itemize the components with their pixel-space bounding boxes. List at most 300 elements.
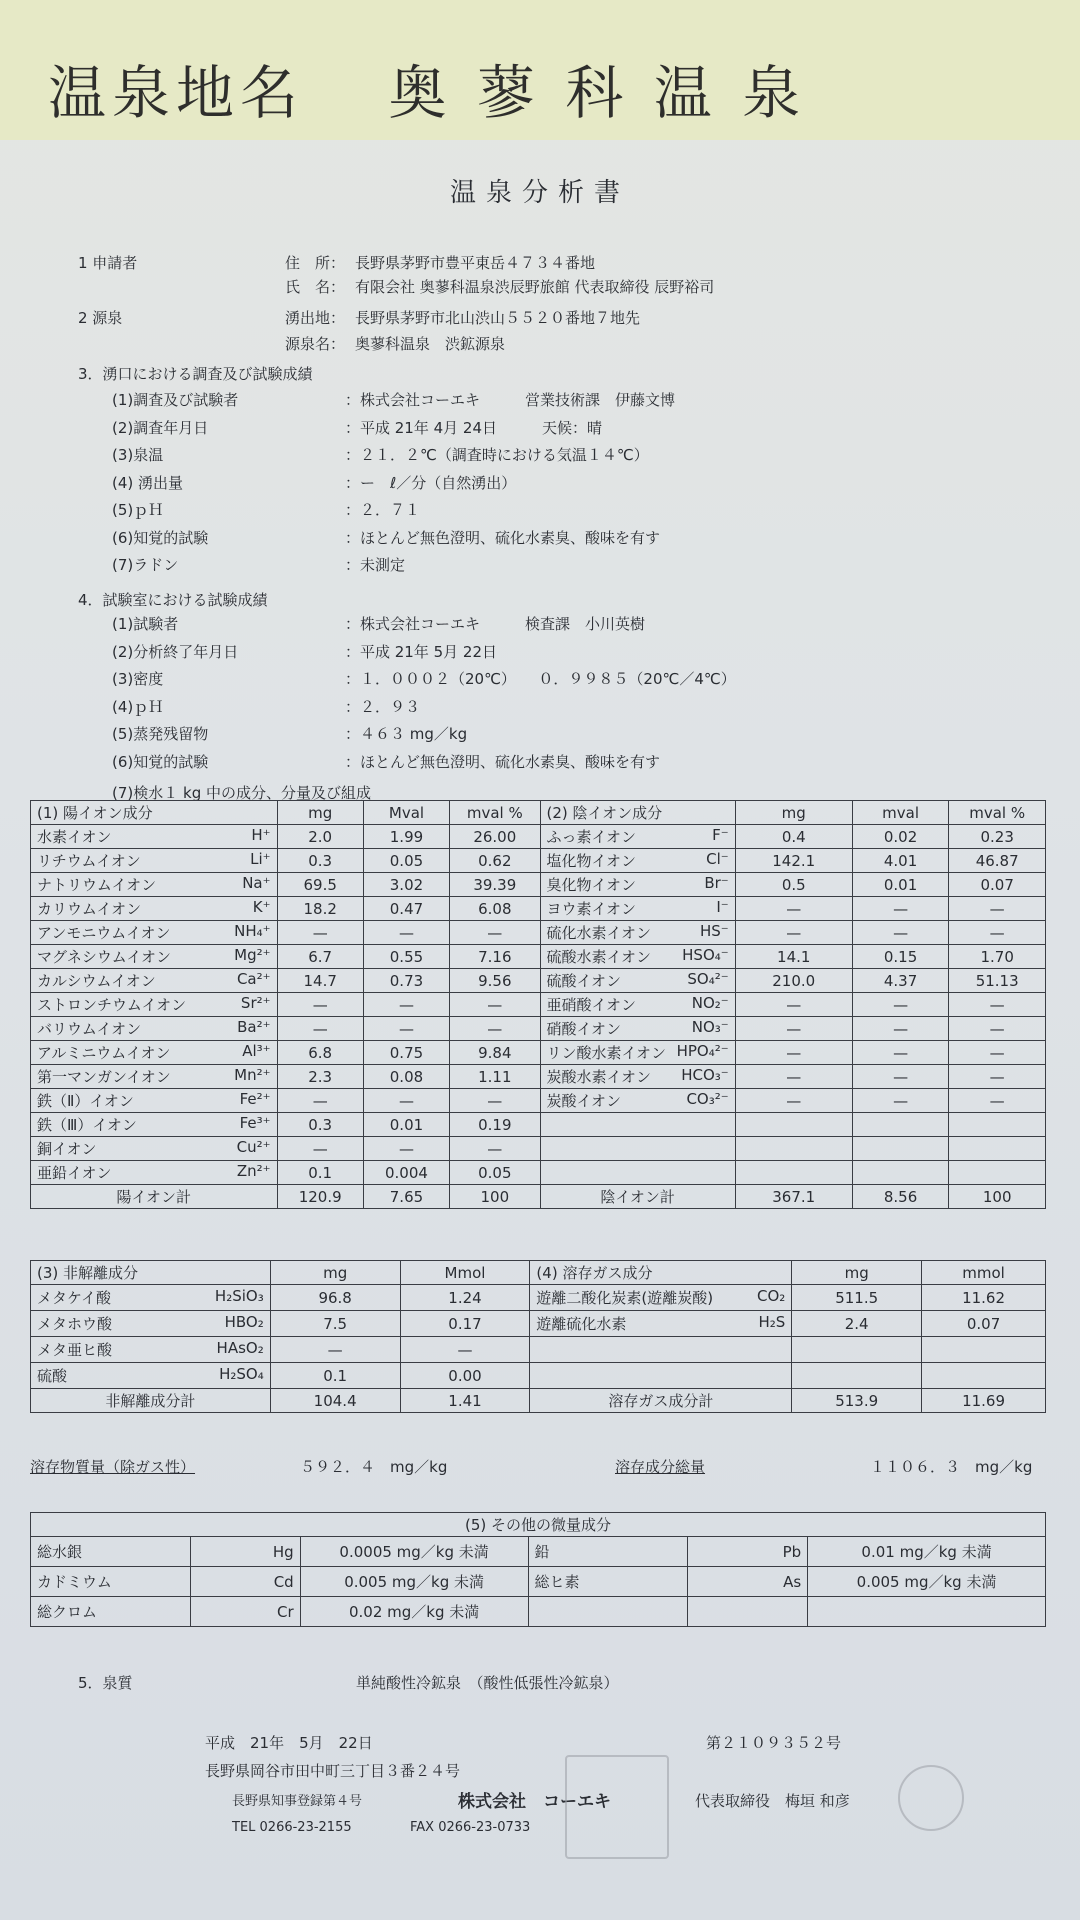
cation-name-cell [31, 969, 278, 993]
cation-pct: 0.62 [450, 849, 540, 873]
cation-header: (1) 陽イオン成分 [31, 801, 278, 825]
anion-name-cell [540, 1161, 735, 1185]
component-name: 炭酸イオン [546, 1092, 622, 1110]
anion-mg [735, 1113, 852, 1137]
lab-test-item-value: ：ほとんど無色澄明、硫化水素臭、酸味を有す [345, 752, 661, 771]
component-symbol: CO₂ [756, 1287, 786, 1305]
component-symbol: HCO₃⁻ [681, 1066, 729, 1084]
cation-mval: — [363, 1089, 449, 1113]
lab-test-item-label: (5)蒸発残留物 [112, 725, 209, 743]
cation-mval: — [363, 1137, 449, 1161]
gas-name-cell [530, 1311, 792, 1337]
anion-pct [949, 1161, 1046, 1185]
gas-mg [792, 1363, 922, 1389]
cation-name-cell [31, 873, 278, 897]
component-symbol: Na⁺ [242, 874, 271, 892]
anion-name-cell [540, 1113, 735, 1137]
component-name: 塩化物イオン [546, 852, 637, 870]
spring-quality-value: 単純酸性冷鉱泉 （酸性低張性冷鉱泉） [356, 1674, 619, 1692]
field-test-item-label: (4) 湧出量 [112, 473, 184, 492]
gas-mmol [922, 1363, 1046, 1389]
cation-pct: 6.08 [450, 897, 540, 921]
cation-total-mg: 120.9 [277, 1185, 363, 1209]
field-test-item-value: ：２．７１ [345, 501, 421, 519]
certificate-number: 第２１０９３５２号 [706, 1734, 842, 1752]
dissolved-solids-label: 溶存物質量（除ガス性） [30, 1458, 196, 1476]
component-symbol: HBO₂ [224, 1313, 264, 1331]
undissociated-mmol-header: Mmol [400, 1261, 530, 1285]
table-row [31, 1537, 1046, 1567]
cation-pct: 7.16 [450, 945, 540, 969]
anion-name-cell [540, 921, 735, 945]
trace-name: 鉛 [528, 1537, 688, 1567]
component-name: カリウムイオン [37, 900, 142, 918]
representative-seal [898, 1765, 964, 1831]
gas-mmol: 0.07 [922, 1311, 1046, 1337]
cation-name-cell [31, 1113, 278, 1137]
component-symbol: Sr²⁺ [240, 994, 271, 1012]
field-test-item-value: ：ほとんど無色澄明、硫化水素臭、酸味を有す [345, 528, 661, 547]
undissociated-total-mmol: 1.41 [400, 1389, 530, 1413]
anion-pct: — [949, 1065, 1046, 1089]
component-name: ふっ素イオン [546, 828, 637, 846]
title-band [0, 0, 1080, 140]
anion-name-cell [540, 897, 735, 921]
anion-pct [949, 1137, 1046, 1161]
component-name: メタケイ酸 [37, 1289, 111, 1307]
lab-test-item-value: ：１．０００２（20℃） ０．９９８５（20℃／4℃） [345, 670, 736, 688]
gas-name-cell [530, 1363, 792, 1389]
cation-mg: 14.7 [277, 969, 363, 993]
registration-number: 長野県知事登録第４号 [232, 1794, 363, 1809]
lab-test-heading: 4．試験室における試験成績 [78, 591, 268, 609]
source-name-label: 源泉名： [285, 335, 346, 353]
anion-total-mg: 367.1 [735, 1185, 852, 1209]
dissolved-solids-value: ５９２．４ mg／kg [300, 1458, 448, 1476]
undissociated-mg: — [270, 1337, 400, 1363]
cation-name-cell [31, 945, 278, 969]
anion-name-cell [540, 1089, 735, 1113]
undissociated-mg: 96.8 [270, 1285, 400, 1311]
spa-place-title [48, 46, 806, 130]
table-row [31, 897, 1046, 921]
source-name-value: 奥蓼科温泉 渋鉱源泉 [355, 335, 506, 353]
anion-mval: — [852, 1041, 949, 1065]
anion-mval: — [852, 993, 949, 1017]
component-symbol: H⁺ [251, 826, 271, 844]
field-test-item-label: (1)調査及び試験者 [112, 391, 239, 409]
component-symbol: H₂SiO₃ [214, 1287, 264, 1305]
anion-mg: — [735, 1041, 852, 1065]
component-symbol: Ca²⁺ [236, 970, 271, 988]
component-name: バリウムイオン [37, 1020, 142, 1038]
gas-total-mg: 513.9 [792, 1389, 922, 1413]
anion-mg: 14.1 [735, 945, 852, 969]
component-name: 鉄（Ⅱ）イオン [37, 1092, 134, 1110]
field-test-item-label: (6)知覚的試験 [112, 528, 209, 547]
trace-name: カドミウム [31, 1567, 191, 1597]
name-label: 氏 名： [285, 278, 346, 296]
undissociated-mmol: 0.00 [400, 1363, 530, 1389]
anion-mval: — [852, 897, 949, 921]
component-symbol: HAsO₂ [216, 1339, 264, 1357]
component-name: 水素イオン [37, 828, 112, 846]
anion-pct: — [949, 1017, 1046, 1041]
issue-date: 平成 21年 5月 22日 [205, 1734, 373, 1752]
cation-mg: — [277, 1089, 363, 1113]
field-test-item-label: (5)ｐＨ [112, 501, 164, 519]
lab-test-item-value: ：平成 21年 5月 22日 [345, 642, 498, 661]
cation-pct: — [450, 1017, 540, 1041]
component-symbol: H₂SO₄ [219, 1365, 264, 1383]
cation-pct: 1.11 [450, 1065, 540, 1089]
anion-mg: 210.0 [735, 969, 852, 993]
cation-name-cell [31, 1041, 278, 1065]
spring-quality-heading: 5．泉質 [78, 1674, 133, 1692]
undissociated-name-cell [31, 1311, 271, 1337]
address-value: 長野県茅野市豊平東岳４７３４番地 [355, 254, 596, 272]
anion-mval: — [852, 921, 949, 945]
gas-total-label: 溶存ガス成分計 [530, 1389, 792, 1413]
trace-header: (5) その他の微量成分 [31, 1513, 1046, 1537]
representative: 代表取締役 梅垣 和彦 [695, 1792, 850, 1810]
lab-test-item-label: (3)密度 [112, 670, 164, 688]
cation-pct: 26.00 [450, 825, 540, 849]
component-symbol: Cu²⁺ [236, 1138, 271, 1156]
cation-mg: 2.3 [277, 1065, 363, 1089]
gas-mg: 511.5 [792, 1285, 922, 1311]
table-row [31, 873, 1046, 897]
anion-mg [735, 1161, 852, 1185]
cation-mg: 2.0 [277, 825, 363, 849]
anion-mval: 4.01 [852, 849, 949, 873]
undissociated-mmol: 1.24 [400, 1285, 530, 1311]
table-row [31, 993, 1046, 1017]
component-name: 遊離二酸化炭素(遊離炭酸) [536, 1289, 714, 1307]
anion-mval: — [852, 1065, 949, 1089]
gas-total-mmol: 11.69 [922, 1389, 1046, 1413]
component-symbol: Zn²⁺ [236, 1162, 271, 1180]
anion-name-cell [540, 993, 735, 1017]
anion-mg: — [735, 897, 852, 921]
component-symbol: CO₃²⁻ [686, 1090, 729, 1108]
component-name: ストロンチウムイオン [37, 996, 187, 1014]
cation-mval: — [363, 1017, 449, 1041]
cation-pct: 0.05 [450, 1161, 540, 1185]
gas-mg [792, 1337, 922, 1363]
field-test-item-value: ：２１．２℃（調査時における気温１４℃） [345, 446, 649, 464]
anion-name-cell [540, 825, 735, 849]
component-name: アルミニウムイオン [37, 1044, 171, 1062]
component-symbol: Br⁻ [704, 874, 729, 892]
component-name: 臭化物イオン [546, 876, 637, 894]
component-symbol: HPO₄²⁻ [676, 1042, 729, 1060]
trace-value: 0.005 mg／kg 未満 [808, 1567, 1046, 1597]
cation-mval: 0.08 [363, 1065, 449, 1089]
trace-name: 総水銀 [31, 1537, 191, 1567]
table-row [31, 1285, 1046, 1311]
cation-mg: 0.3 [277, 1113, 363, 1137]
cation-pct: — [450, 993, 540, 1017]
cation-name-cell [31, 825, 278, 849]
cation-mval: — [363, 921, 449, 945]
anion-pct: 0.23 [949, 825, 1046, 849]
table-row [31, 1089, 1046, 1113]
component-name: ヨウ素イオン [546, 900, 637, 918]
anion-pct: 0.07 [949, 873, 1046, 897]
lab-test-item-label: (2)分析終了年月日 [112, 642, 239, 661]
component-symbol: SO₄²⁻ [687, 970, 729, 988]
table-row [31, 825, 1046, 849]
anion-pct: — [949, 1041, 1046, 1065]
cation-mg: 6.8 [277, 1041, 363, 1065]
ion-total-row [31, 1185, 1046, 1209]
anion-mval [852, 1113, 949, 1137]
undissociated-total-label: 非解離成分計 [31, 1389, 271, 1413]
anion-pct: — [949, 897, 1046, 921]
component-name: 鉄（Ⅲ）イオン [37, 1116, 137, 1134]
ion-table-header [31, 801, 1046, 825]
address-label: 住 所： [285, 254, 346, 272]
cation-mval: 0.73 [363, 969, 449, 993]
anion-mg: 0.5 [735, 873, 852, 897]
cation-mg: 6.7 [277, 945, 363, 969]
cation-pct: — [450, 921, 540, 945]
component-name: 硫酸 [37, 1367, 68, 1385]
cation-mg: 69.5 [277, 873, 363, 897]
undissociated-mg-header: mg [270, 1261, 400, 1285]
ug-total-row [31, 1389, 1046, 1413]
component-name: マグネシウムイオン [37, 948, 171, 966]
cation-mg: — [277, 1017, 363, 1041]
trace-symbol: Pb [688, 1537, 808, 1567]
component-symbol: H₂S [758, 1313, 786, 1331]
anion-pct: — [949, 921, 1046, 945]
component-symbol: Mg²⁺ [234, 946, 271, 964]
trace-name: 総ヒ素 [528, 1567, 688, 1597]
component-symbol: F⁻ [712, 826, 729, 844]
anion-mg [735, 1137, 852, 1161]
component-symbol: Li⁺ [250, 850, 271, 868]
company-address: 長野県岡谷市田中町三丁目３番２４号 [205, 1762, 461, 1780]
component-symbol: NO₂⁻ [691, 994, 729, 1012]
field-test-item-value: ：平成 21年 4月 24日 天候：晴 [345, 418, 603, 437]
cation-mval: 0.05 [363, 849, 449, 873]
trace-name: 総クロム [31, 1597, 191, 1627]
composition-heading: (7)検水１ kg 中の成分、分量及び組成 [112, 784, 371, 802]
component-symbol: NO₃⁻ [691, 1018, 729, 1036]
anion-mg: — [735, 1089, 852, 1113]
component-name: ナトリウムイオン [37, 876, 157, 894]
location-value: 長野県茅野市北山渋山５５２０番地７地先 [355, 309, 641, 327]
cation-pct: — [450, 1137, 540, 1161]
gas-name-cell [530, 1337, 792, 1363]
trace-name [528, 1597, 688, 1627]
applicant-heading: 1 申請者 [78, 254, 138, 272]
anion-mval: 4.37 [852, 969, 949, 993]
component-symbol: Fe²⁺ [239, 1090, 271, 1108]
lab-test-item-value: ：株式会社コーエキ 検査課 小川英樹 [345, 615, 646, 633]
component-symbol: K⁺ [252, 898, 271, 916]
anion-name-cell [540, 849, 735, 873]
component-symbol: I⁻ [716, 898, 729, 916]
undissociated-mmol: 0.17 [400, 1311, 530, 1337]
table-row [31, 1065, 1046, 1089]
component-name: アンモニウムイオン [37, 924, 171, 942]
cation-mval: — [363, 993, 449, 1017]
total-components-label: 溶存成分総量 [615, 1458, 706, 1476]
component-name: 炭酸水素イオン [546, 1068, 652, 1086]
anion-total-mval: 8.56 [852, 1185, 949, 1209]
table-row [31, 969, 1046, 993]
anion-name-cell [540, 1041, 735, 1065]
table-row [31, 849, 1046, 873]
component-symbol: HSO₄⁻ [682, 946, 729, 964]
cation-name-cell [31, 921, 278, 945]
anion-pct: 51.13 [949, 969, 1046, 993]
cation-mval: 0.01 [363, 1113, 449, 1137]
undissociated-name-cell [31, 1337, 271, 1363]
place-label: 温泉地名 [48, 59, 305, 127]
cation-mval-header: Mval [363, 801, 449, 825]
table-row [31, 1311, 1046, 1337]
trace-symbol: As [688, 1567, 808, 1597]
table-row [31, 1597, 1046, 1627]
cation-name-cell [31, 1161, 278, 1185]
undissociated-name-cell [31, 1285, 271, 1311]
cation-pct: 9.56 [450, 969, 540, 993]
table-row [31, 1113, 1046, 1137]
undissociated-mmol: — [400, 1337, 530, 1363]
field-test-item-value: ：未測定 [345, 556, 406, 574]
anion-name-cell [540, 1137, 735, 1161]
trace-symbol [688, 1597, 808, 1627]
anion-mg: — [735, 1065, 852, 1089]
component-name: 亜硝酸イオン [546, 996, 637, 1014]
cation-pct: — [450, 1089, 540, 1113]
undissociated-total-mg: 104.4 [270, 1389, 400, 1413]
table-row [31, 1567, 1046, 1597]
table-row [31, 1017, 1046, 1041]
gas-mg-header: mg [792, 1261, 922, 1285]
anion-mg: — [735, 1017, 852, 1041]
anion-name-cell [540, 1017, 735, 1041]
anion-mval: — [852, 1089, 949, 1113]
cation-mg: 0.1 [277, 1161, 363, 1185]
anion-total-pct: 100 [949, 1185, 1046, 1209]
component-name: リン酸水素イオン [546, 1044, 667, 1062]
cation-mval: 3.02 [363, 873, 449, 897]
cation-name-cell [31, 1089, 278, 1113]
table-row [31, 1041, 1046, 1065]
anion-mg: — [735, 921, 852, 945]
trace-value: 0.005 mg／kg 未満 [300, 1567, 528, 1597]
telephone: TEL 0266-23-2155 [232, 1820, 352, 1835]
field-test-heading: 3．湧口における調査及び試験成績 [78, 365, 313, 383]
cation-mg-header: mg [277, 801, 363, 825]
anion-pct: — [949, 1089, 1046, 1113]
anion-pct [949, 1113, 1046, 1137]
cation-total-mval: 7.65 [363, 1185, 449, 1209]
field-test-item-label: (7)ラドン [112, 556, 179, 574]
cation-pct: 9.84 [450, 1041, 540, 1065]
component-name: メタ亜ヒ酸 [37, 1341, 113, 1359]
cation-name-cell [31, 1065, 278, 1089]
undissociated-header: (3) 非解離成分 [31, 1261, 271, 1285]
trace-value: 0.01 mg／kg 未満 [808, 1537, 1046, 1567]
anion-mval: 0.02 [852, 825, 949, 849]
undissociated-mg: 7.5 [270, 1311, 400, 1337]
gas-name-cell [530, 1285, 792, 1311]
anion-name-cell [540, 969, 735, 993]
undissociated-gas-table [30, 1260, 1046, 1413]
table-row [31, 1161, 1046, 1185]
component-name: 硫酸イオン [546, 972, 622, 990]
component-name: 硫化水素イオン [546, 924, 652, 942]
location-label: 湧出地： [285, 309, 346, 327]
gas-mg: 2.4 [792, 1311, 922, 1337]
component-name: 硫酸水素イオン [546, 948, 652, 966]
component-name: メタホウ酸 [37, 1315, 113, 1333]
cation-mg: — [277, 921, 363, 945]
ion-table [30, 800, 1046, 1209]
cation-total-pct: 100 [450, 1185, 540, 1209]
trace-symbol: Cr [190, 1597, 300, 1627]
field-test-item-value: ：ー ℓ／分（自然湧出） [345, 473, 517, 492]
table-row [31, 1137, 1046, 1161]
trace-value [808, 1597, 1046, 1627]
anion-mval-header: mval [852, 801, 949, 825]
undissociated-mg: 0.1 [270, 1363, 400, 1389]
anion-mval: — [852, 1017, 949, 1041]
cation-pct: 39.39 [450, 873, 540, 897]
cation-mg: — [277, 1137, 363, 1161]
component-name: カルシウムイオン [37, 972, 156, 990]
trace-header-row [31, 1513, 1046, 1537]
gas-mmol [922, 1337, 1046, 1363]
cation-mg: 0.3 [277, 849, 363, 873]
anion-header: (2) 陰イオン成分 [540, 801, 735, 825]
component-name: リチウムイオン [37, 852, 141, 870]
component-symbol: NH₄⁺ [234, 922, 271, 940]
anion-pct-header: mval % [949, 801, 1046, 825]
field-test-item-label: (3)泉温 [112, 446, 164, 464]
undissociated-name-cell [31, 1363, 271, 1389]
cation-mval: 0.47 [363, 897, 449, 921]
anion-name-cell [540, 1065, 735, 1089]
component-symbol: Ba²⁺ [237, 1018, 271, 1036]
component-symbol: Cl⁻ [706, 850, 729, 868]
lab-test-item-label: (4)ｐＨ [112, 697, 164, 716]
component-name: 第一マンガンイオン [37, 1068, 171, 1086]
anion-pct: — [949, 993, 1046, 1017]
anion-name-cell [540, 945, 735, 969]
component-symbol: Fe³⁺ [239, 1114, 271, 1132]
fax: FAX 0266-23-0733 [410, 1820, 531, 1835]
component-name: 亜鉛イオン [37, 1164, 112, 1182]
name-value: 有限会社 奥蓼科温泉渋辰野旅館 代表取締役 辰野裕司 [355, 278, 715, 296]
anion-mval: 0.01 [852, 873, 949, 897]
cation-mval: 0.75 [363, 1041, 449, 1065]
anion-mval: 0.15 [852, 945, 949, 969]
component-symbol: Al³⁺ [242, 1042, 271, 1060]
anion-mg: — [735, 993, 852, 1017]
cation-mg: 18.2 [277, 897, 363, 921]
lab-test-item-value: ：２．９３ [345, 697, 421, 716]
cation-name-cell [31, 897, 278, 921]
anion-name-cell [540, 873, 735, 897]
anion-mg: 0.4 [735, 825, 852, 849]
